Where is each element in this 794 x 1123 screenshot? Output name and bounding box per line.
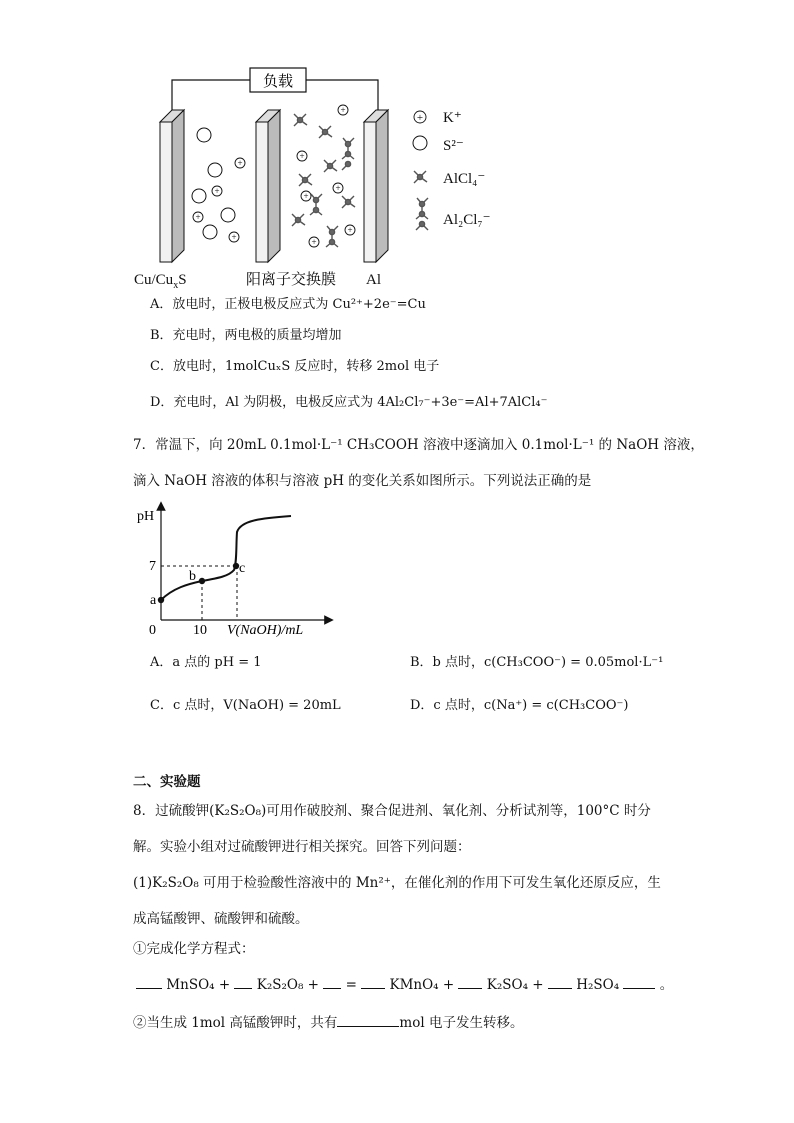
legend-al2cl7-symbol — [416, 198, 428, 230]
membrane-label: 阳离子交换膜 — [246, 272, 337, 288]
point-c-label: c — [239, 561, 246, 576]
q6-option-a: A．放电时，正极电极反应式为 Cu²⁺+2e⁻=Cu — [150, 297, 426, 312]
q7-option-d: D．c 点时，c(Na⁺) = c(CH₃COO⁻) — [410, 698, 629, 713]
load-label: 负载 — [262, 74, 294, 90]
q8-item2-pre: ②当生成 1mol 高锰酸钾时，共有 — [133, 1015, 338, 1031]
svg-text:+: + — [311, 237, 317, 247]
section-heading: 二、实验题 — [133, 774, 201, 790]
blank-coef-3[interactable] — [361, 976, 385, 989]
right-chamber-k-ions — [297, 105, 355, 247]
battery-diagram — [120, 60, 520, 300]
q7-stem-line1: 7．常温下，向 20mL 0.1mol·L⁻¹ CH₃COOH 溶液中逐滴加入 0.1mol·L⁻¹ 的 NaOH 溶液， — [133, 437, 704, 453]
svg-text:+: + — [347, 225, 353, 235]
blank-reactant[interactable] — [323, 976, 341, 989]
svg-text:+: + — [416, 112, 424, 124]
q8-item2-post: mol 电子发生转移。 — [399, 1015, 524, 1031]
svg-text:+: + — [299, 151, 305, 161]
point-a-label: a — [150, 593, 157, 608]
point-b-label: b — [189, 569, 196, 584]
right-electrode-label: Al — [366, 272, 381, 288]
svg-text:+: + — [303, 191, 309, 201]
blank-coef-5[interactable] — [548, 976, 572, 989]
q7-option-a: A．a 点的 pH = 1 — [150, 655, 262, 670]
q8-item2 — [133, 1014, 523, 1032]
graph-x-tick-10: 10 — [193, 623, 207, 638]
q7-stem-line2: 滴入 NaOH 溶液的体积与溶液 pH 的变化关系如图所示。下列说法正确的是 — [133, 473, 592, 489]
legend-alcl4-symbol — [414, 171, 427, 183]
eq-h2so4: H₂SO₄ — [576, 977, 620, 993]
ph-titration-graph — [133, 500, 338, 640]
eq-mnso4: MnSO₄ + — [166, 977, 231, 993]
q8-stem-line2: 解。实验小组对过硫酸钾进行相关探究。回答下列问题： — [133, 839, 471, 855]
blank-coef-1[interactable] — [136, 976, 162, 989]
svg-text:+: + — [335, 183, 341, 193]
legend-s-label: S²⁻ — [443, 138, 464, 154]
point-b — [199, 578, 205, 584]
titration-curve — [161, 516, 291, 600]
legend — [413, 110, 491, 230]
graph-y-tick-7: 7 — [149, 559, 156, 574]
q6-option-b: B．充电时，两电极的质量均增加 — [150, 328, 342, 343]
membrane-plate — [256, 110, 280, 262]
graph-origin: 0 — [149, 623, 156, 638]
eq-kmno4: KMnO₄ + — [389, 977, 455, 993]
q8-stem-line1: 8．过硫酸钾(K₂S₂O₈)可用作破胶剂、聚合促进剂、氧化剂、分析试剂等，100°C 时分 — [133, 803, 651, 819]
q7-option-c: C．c 点时，V(NaOH) = 20mL — [150, 698, 341, 713]
svg-text:+: + — [214, 186, 220, 196]
q7-option-b: B．b 点时，c(CH₃COO⁻) = 0.05mol·L⁻¹ — [410, 655, 664, 670]
svg-text:+: + — [340, 105, 346, 115]
left-electrode-label: $Cu/Cu_xS$ — [134, 272, 187, 291]
eq-k2so4: K₂SO₄ + — [486, 977, 544, 993]
eq-k2s2o8: K₂S₂O₈ + — [256, 977, 319, 993]
graph-y-label: pH — [137, 509, 155, 524]
legend-s-symbol — [413, 136, 427, 150]
svg-text:+: + — [237, 158, 243, 168]
legend-k-label: K⁺ — [443, 110, 462, 126]
blank-product[interactable] — [623, 976, 655, 989]
eq-period: 。 — [659, 977, 674, 993]
q8-part1-line2: 成高锰酸钾、硫酸钾和硫酸。 — [133, 911, 309, 927]
point-a — [158, 597, 164, 603]
blank-coef-4[interactable] — [458, 976, 482, 989]
eq-equals: = — [345, 977, 357, 993]
graph-x-label: V(NaOH)/mL — [227, 623, 304, 638]
blank-electron-count[interactable] — [337, 1014, 399, 1027]
q6-option-c: C．放电时，1molCuₓS 反应时，转移 2mol 电子 — [150, 359, 440, 374]
q8-item1: ①完成化学方程式： — [133, 941, 255, 957]
svg-text:+: + — [231, 232, 237, 242]
legend-al2cl7-label: Al₂Cl₇⁻ — [443, 212, 491, 228]
wire-left — [172, 80, 250, 112]
q6-option-d: D．充电时，Al 为阴极，电极反应式为 4Al₂Cl₇⁻+3e⁻=Al+7AlCl₄⁻ — [150, 395, 548, 410]
q8-equation — [136, 976, 673, 994]
q8-part1-line1: (1)K₂S₂O₈ 可用于检验酸性溶液中的 Mn²⁺，在催化剂的作用下可发生氧化还原反应，生 — [133, 875, 661, 891]
right-electrode-plate — [364, 110, 388, 262]
svg-text:+: + — [195, 212, 201, 222]
legend-alcl4-label: AlCl₄⁻ — [443, 171, 486, 187]
blank-coef-2[interactable] — [234, 976, 252, 989]
left-electrode-plate — [160, 110, 184, 262]
